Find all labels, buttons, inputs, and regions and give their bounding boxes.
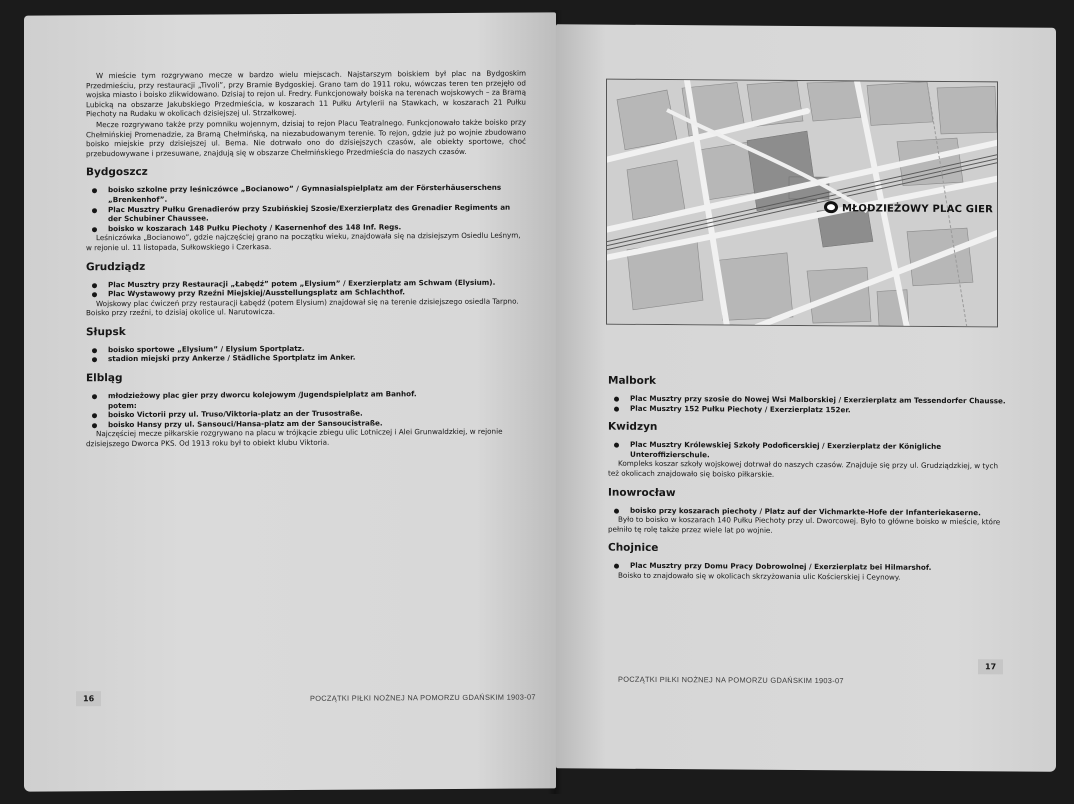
right-page <box>556 24 1056 771</box>
section-heading-slupsk: Słupsk <box>86 325 126 339</box>
list-item: stadion miejski przy Ankerze / Städliche Sportplatz im Anker. <box>86 352 526 364</box>
section-subheading-elblag: potem: <box>108 400 137 410</box>
section-note-inowroclaw: Było to boisko w koszarach 140 Pułku Piechoty przy ul. Dworcowej. Było to główne boisko w mieście, które pełniło tę rolę także przez wiele lat po wojnie. <box>608 514 1001 535</box>
list-item: młodzieżowy plac gier przy dworcu kolejowym /Jugendspielplatz am Banhof. <box>86 389 526 401</box>
list-item: boisko sportowe „Elysium” / Elysium Sportplatz. <box>86 342 526 354</box>
list-item: boisko szkolne przy leśniczówce „Bocianowo” / Gymnasialspielplatz am der Försterhäuserschens „Brenkenhof”. <box>86 183 526 205</box>
running-footer-right: POCZĄTKI PIŁKI NOŻNEJ NA POMORZU GDAŃSKIM 1903-07 <box>618 674 844 686</box>
list-item: boisko przy koszarach piechoty / Platz auf der Vichmarkte-Hofe der Infanteriekaserne. <box>608 505 1010 517</box>
intro-paragraph-1: W mieście tym rozgrywano mecze w bardzo wielu miejscach. Najstarszym boiskiem był plac na Bydgoskim Przedmieściu, przy restauracji „Tivoli”, przy Bramie Bydgoskiej. Grano tam do 1911 roku, wówczas teren ten przejęło od wojska miasto i boisko zlikwidowano. Dzisiaj to rejon ul. Fredry. Funkcjonowały boiska na terenach wojskowych – za Bramą Lubicką na obszarze Jakubskiego Przedmieścia, w koszarach 11 Pułku Artylerii na Stawkach, w koszarach 21 Pułku Piechoty na Rudaku w okolicach dzisiejszej ul. Strzałkowej. <box>86 68 526 119</box>
list-item: Plac Musztry 152 Pułku Piechoty / Exerzierplatz 152er. <box>608 403 1010 415</box>
list-item: Plac Wystawowy przy Rzeźni Miejskiej/Ausstellungsplatz am Schlachthof. <box>86 287 526 299</box>
section-heading-grudziadz: Grudziądz <box>86 260 146 273</box>
list-item: boisko Victorii przy ul. Truso/Viktoria-platz an der Trusostraße. <box>86 408 526 420</box>
list-item: Plac Musztry przy Domu Pracy Dobrowolnej / Exerzierplatz bei Hilmarshof. <box>608 561 1010 573</box>
list-item: boisko Hansy przy ul. Sansouci/Hansa-platz am der Sansoucistraße. <box>86 417 526 429</box>
section-heading-kwidzyn: Kwidzyn <box>608 420 658 434</box>
right-page-content <box>608 367 1010 583</box>
section-note-chojnice: Boisko to znajdowało się w okolicach skrzyżowania ulic Kościerskiej i Ceynowy. <box>618 570 901 582</box>
section-heading-elblag: Elbląg <box>86 372 123 385</box>
section-heading-bydgoszcz: Bydgoszcz <box>86 166 148 179</box>
section-heading-malbork: Malbork <box>608 374 657 387</box>
section-heading-inowroclaw: Inowrocław <box>608 486 676 499</box>
list-item: Plac Musztry przy szosie do Nowej Wsi Malborskiej / Exerzierplatz am Tessendorfer Chausse. <box>608 394 1010 406</box>
running-footer-left: POCZĄTKI PIŁKI NOŻNEJ NA POMORZU GDAŃSKIM 1903-07 <box>310 692 536 703</box>
list-item: Plac Musztry Pułku Grenadierów przy Szubińskiej Szosie/Exerzierplatz des Grenadier Regiments an der Schubiner Chaussee. <box>86 202 526 224</box>
page-number-left: 16 <box>76 691 101 706</box>
city-map <box>606 79 998 328</box>
section-note-bydgoszcz: Leśniczówka „Bocianowo”, gdzie najczęściej grano na początku wieku, znajdowała się na dzisiejszym Osiedlu Leśnym, w rejonie ul. 11 listopada, Sułkowskiego i Czerkasa. <box>86 230 521 253</box>
list-item: Plac Musztry Królewskiej Szkoły Podoficerskiej / Exerzierplatz der Königliche Unteroffizierschule. <box>608 440 1010 462</box>
section-note-elblag: Najczęściej mecze piłkarskie rozgrywano na placu w trójkącie zbiegu ulic Lotniczej i Alei Grunwaldzkiej, w rejonie dzisiejszego Dworca PKS. Od 1913 roku był to obiekt klubu Viktoria. <box>86 427 503 449</box>
left-page <box>24 12 556 791</box>
intro-paragraph-2: Mecze rozgrywano także przy pomniku wojennym, dzisiaj to rejon Placu Teatralnego. Funkcjonowało także boisko przy Chełmińskiej Promenadzie, za Bramą Chełmińską, na niezabudowanym terenie. To rejon, gdzie już po wojnie zbudowano boisko miejskie przy dzisiejszej ul. Bema. Nie dotrwało ono do dzisiejszych czasów, ale obiekty sportowe, choć przebudowywane i przesuwane, znajdują się w obszarze Chełmińskiego Przedmieścia do naszych czasów. <box>86 117 526 158</box>
section-heading-chojnice: Chojnice <box>608 541 659 555</box>
section-note-grudziadz: Wojskowy plac ćwiczeń przy restauracji Łabędź (potem Elysium) znajdował się na terenie dzisiejszego osiedla Tarpno. Boisko przy rzeźni, to dzisiaj okolice ul. Narutowicza. <box>86 296 519 318</box>
left-page-content <box>86 69 526 449</box>
map-label: MŁODZIEŻOWY PLAC GIER <box>842 203 994 216</box>
location-marker-icon <box>824 201 838 213</box>
list-item: Plac Musztry przy Restauracji „Łabędź” potem „Elysium” / Exerzierplatz am Schwam (Elysium). <box>86 277 526 289</box>
page-number-right: 17 <box>978 659 1003 674</box>
list-item: boisko w koszarach 148 Pułku Piechoty / Kasernenhof des 148 Inf. Regs. <box>86 221 526 233</box>
section-note-kwidzyn: Kompleks koszar szkoły wojskowej dotrwał do naszych czasów. Znajduje się przy ul. Grudziądzkiej, w tych też okolicach znajdowało się boisko piłkarskie. <box>608 459 999 479</box>
